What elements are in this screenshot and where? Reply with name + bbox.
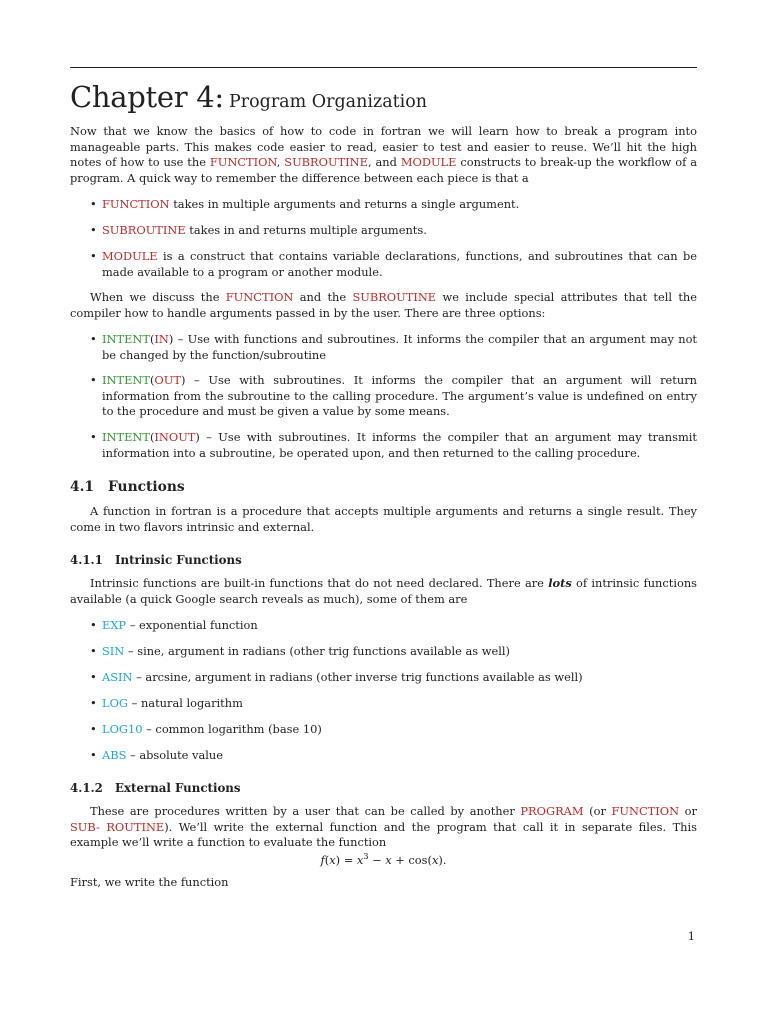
list-item: • ABS – absolute value <box>90 748 697 764</box>
chapter-heading <box>70 80 427 114</box>
keyword-module: MODULE <box>400 155 457 170</box>
list-item: • INTENT(IN) – Use with functions and subroutines. It informs the compiler that an argument may not be changed by the function/subroutine <box>90 332 697 363</box>
list-item: • INTENT(INOUT) – Use with subroutines. It informs the compiler that an argument may transmit information into a subroutine, be operated upon, and then returned to the calling procedure. <box>90 430 697 461</box>
functions-paragraph: A function in fortran is a procedure that accepts multiple arguments and returns a single result. They come in two flavors intrinsic and external. <box>70 504 697 534</box>
list-item: • FUNCTION takes in multiple arguments and returns a single argument. <box>90 197 697 213</box>
external-paragraph: These are procedures written by a user that can be called by another PROGRAM (or FUNCTION or SUB- ROUTINE). We’ll write the external function and the program that call it in separate files. This example we’ll write a function to evaluate the function <box>70 804 697 850</box>
list-item: • LOG10 – common logarithm (base 10) <box>90 722 697 738</box>
list-item: • SUBROUTINE takes in and returns multiple arguments. <box>90 223 697 239</box>
list-item: • LOG – natural logarithm <box>90 696 697 712</box>
closing-line: First, we write the function <box>70 875 229 889</box>
header-rule <box>70 67 697 68</box>
list-item: • INTENT(OUT) – Use with subroutines. It informs the compiler that an argument will return information from the subroutine to the calling procedure. The argument’s value is undefined on entry to the procedure and must be given a value by some means. <box>90 373 697 420</box>
document-page <box>70 0 697 1024</box>
chapter-title: Program Organization <box>228 92 428 112</box>
list-item: • MODULE is a construct that contains variable declarations, functions, and subroutines that can be made available to a program or another module. <box>90 249 697 280</box>
page-number: 1 <box>687 929 695 943</box>
intrinsic-paragraph: Intrinsic functions are built-in functions that do not need declared. There are lots of intrinsic functions available (a quick Google search reveals as much), some of them are <box>70 576 698 606</box>
list-item: • ASIN – arcsine, argument in radians (other inverse trig functions available as well) <box>90 670 697 686</box>
section-heading: 4.1 Functions <box>70 479 185 495</box>
intent-paragraph: When we discuss the FUNCTION and the SUBROUTINE we include special attributes that tell the compiler how to handle arguments passed in by the user. There are three options: <box>70 290 698 320</box>
keyword-subroutine: SUBROUTINE <box>284 155 368 170</box>
list-item: • EXP – exponential function <box>90 618 697 634</box>
keyword-function: FUNCTION <box>209 155 277 170</box>
subsection-heading: 4.1.1 Intrinsic Functions <box>70 553 242 567</box>
list-item: • SIN – sine, argument in radians (other trig functions available as well) <box>90 644 697 660</box>
chapter-label: Chapter 4: <box>70 80 224 114</box>
intro-paragraph: Now that we know the basics of how to code in fortran we will learn how to break a program into manageable parts. This makes code easier to read, easier to test and easier to reuse. We’ll hit the high notes of how to use the FUNCTION, SUBROUTINE, and MODULE constructs to break-up the workflow of a program. A quick way to remember the difference between each piece is that a <box>70 124 697 185</box>
equation: $f(x) = x^3 - x + \cos(x)$. <box>320 852 447 867</box>
subsection-heading: 4.1.2 External Functions <box>70 781 241 795</box>
